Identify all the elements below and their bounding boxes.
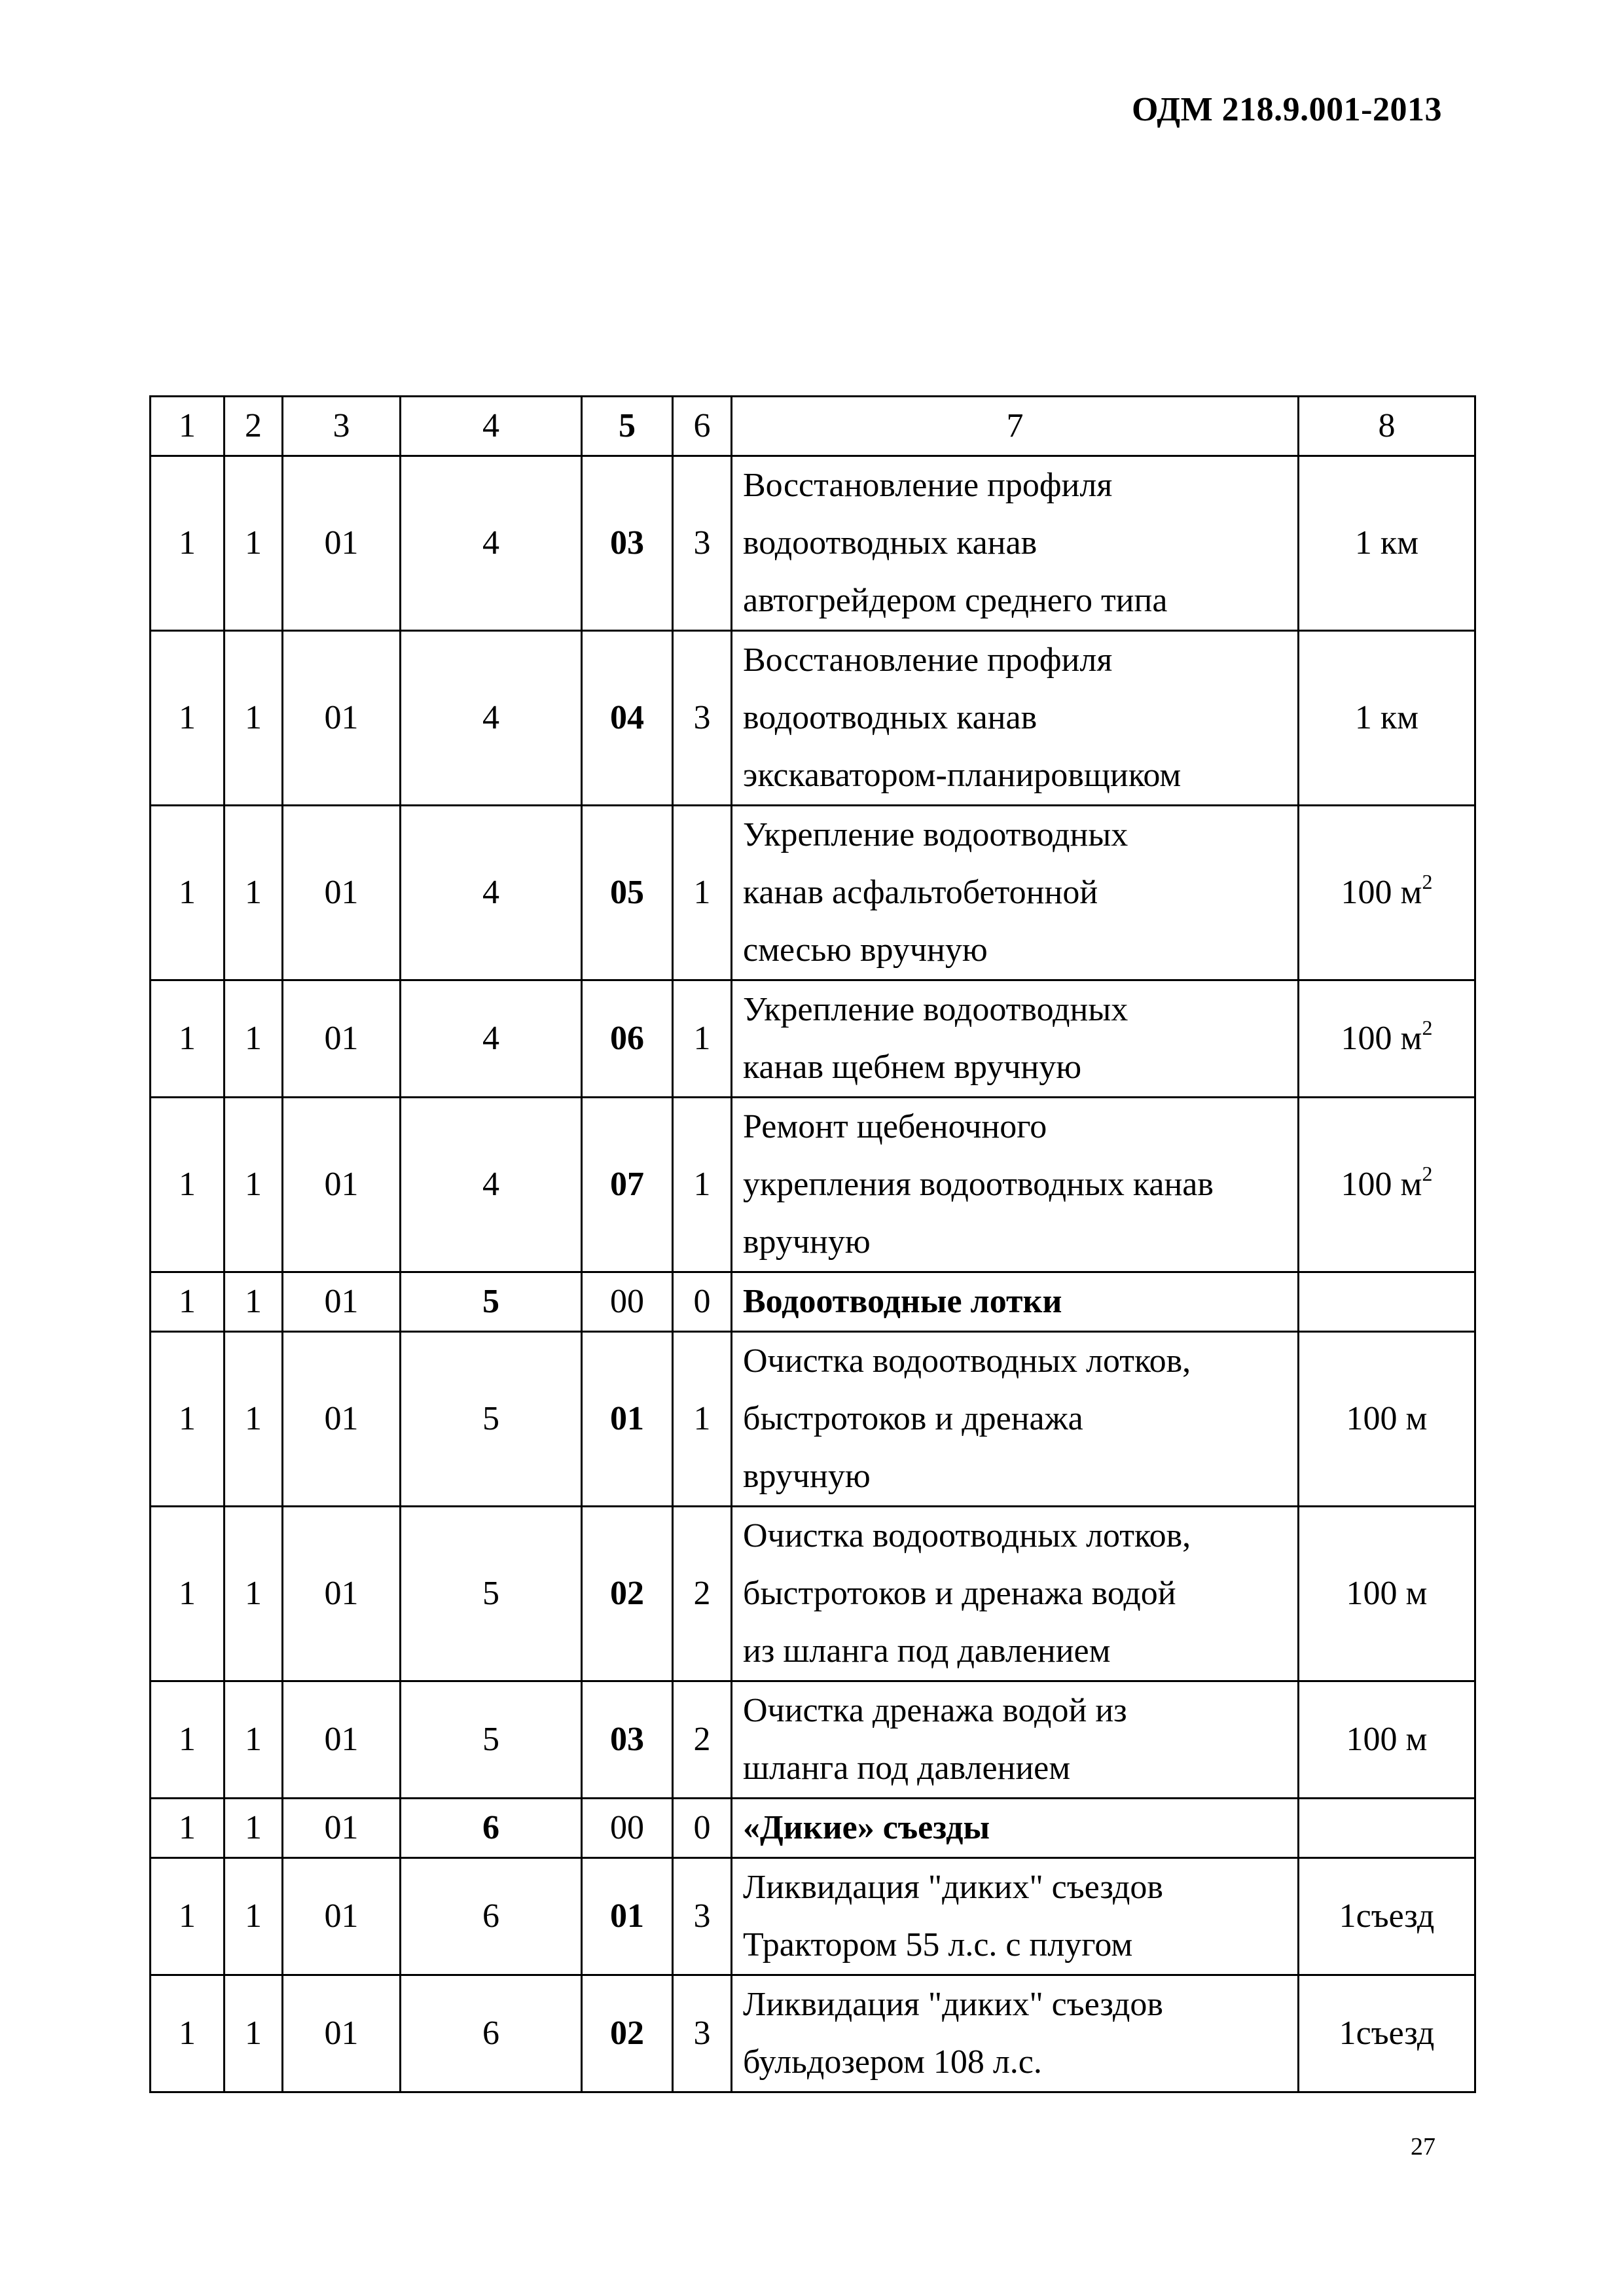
description-line: канав асфальтобетонной: [743, 874, 1098, 911]
unit-of-measure: [1299, 980, 1475, 1098]
code-part-6: 0: [673, 1272, 732, 1332]
code-part-2: 1: [225, 1681, 283, 1799]
code-part-4: 4: [401, 456, 582, 631]
description-line: экскаватором-планировщиком: [743, 757, 1182, 794]
unit-of-measure: [1299, 456, 1475, 631]
code-part-5: 06: [582, 980, 673, 1098]
unit-of-measure: [1299, 1507, 1475, 1681]
description-line: из шланга под давлением: [743, 1632, 1111, 1670]
code-part-1: 1: [151, 1975, 225, 2092]
table-row: [151, 1975, 1475, 2092]
description-line: вручную: [743, 1458, 871, 1495]
code-part-1: 1: [151, 1681, 225, 1799]
code-part-1: 1: [151, 1799, 225, 1858]
description-line: шланга под давлением: [743, 1749, 1071, 1787]
code-part-2: 1: [225, 1858, 283, 1975]
code-part-4: 4: [401, 806, 582, 980]
code-part-6: 1: [673, 1098, 732, 1272]
code-part-4: 5: [401, 1507, 582, 1681]
code-part-5: 02: [582, 1975, 673, 2092]
work-description: [732, 1507, 1299, 1681]
code-part-5: 00: [582, 1799, 673, 1858]
code-part-2: 1: [225, 980, 283, 1098]
column-number: 5: [582, 397, 673, 456]
unit-text: 100 м: [1341, 1166, 1422, 1203]
description-line: быстротоков и дренажа: [743, 1400, 1083, 1437]
work-description: [732, 1332, 1299, 1507]
unit-of-measure: [1299, 1098, 1475, 1272]
unit-of-measure: [1299, 631, 1475, 806]
unit-of-measure: [1299, 806, 1475, 980]
code-part-1: 1: [151, 1272, 225, 1332]
code-part-3: 01: [283, 1098, 401, 1272]
document-code: ОДМ 218.9.001-2013: [1131, 91, 1442, 128]
description-line: вручную: [743, 1223, 871, 1261]
work-description: [732, 806, 1299, 980]
code-part-5: 07: [582, 1098, 673, 1272]
code-part-6: 1: [673, 1332, 732, 1507]
unit-text: 1съезд: [1339, 1897, 1435, 1935]
description-line: Ремонт щебеночного: [743, 1108, 1047, 1145]
code-part-3: 01: [283, 1799, 401, 1858]
table-body: [151, 397, 1475, 2092]
code-part-3: 01: [283, 806, 401, 980]
code-part-1: 1: [151, 980, 225, 1098]
column-number: 4: [401, 397, 582, 456]
description-line: Ликвидация "диких" съездов: [743, 1869, 1163, 1906]
code-part-2: 1: [225, 1098, 283, 1272]
code-part-6: 0: [673, 1799, 732, 1858]
code-part-6: 2: [673, 1507, 732, 1681]
unit-text: 100 м: [1341, 1020, 1422, 1057]
code-part-2: 1: [225, 1975, 283, 2092]
code-part-6: 3: [673, 456, 732, 631]
description-line: Ликвидация "диких" съездов: [743, 1986, 1163, 2023]
work-description: [732, 1858, 1299, 1975]
code-part-4: 4: [401, 1098, 582, 1272]
work-codes-table: [149, 395, 1476, 2093]
code-part-4: 6: [401, 1858, 582, 1975]
code-part-3: 01: [283, 1332, 401, 1507]
code-part-1: 1: [151, 456, 225, 631]
code-part-1: 1: [151, 806, 225, 980]
work-description: [732, 1272, 1299, 1332]
work-description: [732, 1975, 1299, 2092]
code-part-5: 03: [582, 1681, 673, 1799]
table-row: [151, 1681, 1475, 1799]
unit-superscript: 2: [1422, 869, 1433, 893]
unit-of-measure: [1299, 1272, 1475, 1332]
description-line: Восстановление профиля: [743, 467, 1113, 504]
column-number: 8: [1299, 397, 1475, 456]
code-part-1: 1: [151, 1098, 225, 1272]
description-line: канав щебнем вручную: [743, 1049, 1082, 1086]
unit-text: 1 км: [1354, 699, 1419, 736]
work-description: [732, 1098, 1299, 1272]
code-part-5: 05: [582, 806, 673, 980]
code-part-4: 5: [401, 1272, 582, 1332]
code-part-5: 04: [582, 631, 673, 806]
description-line: Укрепление водоотводных: [743, 816, 1128, 853]
code-part-1: 1: [151, 1858, 225, 1975]
code-part-2: 1: [225, 456, 283, 631]
unit-of-measure: [1299, 1975, 1475, 2092]
code-part-5: 00: [582, 1272, 673, 1332]
table-row: [151, 1272, 1475, 1332]
table-row: [151, 1799, 1475, 1858]
code-part-5: 01: [582, 1858, 673, 1975]
code-part-2: 1: [225, 1332, 283, 1507]
code-part-1: 1: [151, 1332, 225, 1507]
code-part-2: 1: [225, 1272, 283, 1332]
code-part-6: 1: [673, 980, 732, 1098]
code-part-4: 5: [401, 1332, 582, 1507]
code-part-3: 01: [283, 456, 401, 631]
code-part-4: 6: [401, 1975, 582, 2092]
column-number-row: [151, 397, 1475, 456]
description-line: Очистка водоотводных лотков,: [743, 1517, 1191, 1554]
work-description: [732, 456, 1299, 631]
code-part-6: 3: [673, 631, 732, 806]
page-number: 27: [1411, 2133, 1435, 2161]
table-row: [151, 631, 1475, 806]
unit-of-measure: [1299, 1681, 1475, 1799]
table-row: [151, 806, 1475, 980]
code-part-4: 5: [401, 1681, 582, 1799]
table-row: [151, 1507, 1475, 1681]
unit-of-measure: [1299, 1858, 1475, 1975]
code-part-6: 1: [673, 806, 732, 980]
unit-of-measure: [1299, 1799, 1475, 1858]
code-part-6: 3: [673, 1858, 732, 1975]
code-part-4: 4: [401, 631, 582, 806]
description-line: бульдозером 108 л.с.: [743, 2043, 1042, 2081]
column-number: 7: [732, 397, 1299, 456]
work-description: [732, 631, 1299, 806]
table-row: [151, 456, 1475, 631]
code-part-2: 1: [225, 1799, 283, 1858]
description-line: Трактором 55 л.с. с плугом: [743, 1926, 1133, 1964]
unit-text: 100 м: [1346, 1400, 1428, 1437]
code-part-6: 3: [673, 1975, 732, 2092]
description-line: водоотводных канав: [743, 699, 1038, 736]
code-part-4: 6: [401, 1799, 582, 1858]
unit-superscript: 2: [1422, 1161, 1433, 1185]
code-part-2: 1: [225, 631, 283, 806]
work-description: [732, 1681, 1299, 1799]
unit-text: 1 км: [1354, 524, 1419, 562]
unit-text: 100 м: [1346, 1721, 1428, 1758]
unit-text: 100 м: [1341, 874, 1422, 911]
table-row: [151, 1098, 1475, 1272]
code-part-3: 01: [283, 1507, 401, 1681]
description-line: быстротоков и дренажа водой: [743, 1575, 1176, 1612]
description-line: Очистка водоотводных лотков,: [743, 1342, 1191, 1380]
unit-of-measure: [1299, 1332, 1475, 1507]
description-line: водоотводных канав: [743, 524, 1038, 562]
description-line: укрепления водоотводных канав: [743, 1166, 1214, 1203]
column-number: 6: [673, 397, 732, 456]
table-row: [151, 980, 1475, 1098]
code-part-5: 03: [582, 456, 673, 631]
description-line: Водоотводные лотки: [743, 1283, 1062, 1320]
description-line: автогрейдером среднего типа: [743, 582, 1168, 619]
unit-text: 100 м: [1346, 1575, 1428, 1612]
code-part-3: 01: [283, 1681, 401, 1799]
unit-superscript: 2: [1422, 1015, 1433, 1039]
work-description: [732, 980, 1299, 1098]
code-part-4: 4: [401, 980, 582, 1098]
code-part-3: 01: [283, 1858, 401, 1975]
code-part-3: 01: [283, 1975, 401, 2092]
code-part-5: 01: [582, 1332, 673, 1507]
code-part-1: 1: [151, 631, 225, 806]
description-line: смесью вручную: [743, 931, 988, 969]
code-part-1: 1: [151, 1507, 225, 1681]
column-number: 3: [283, 397, 401, 456]
column-number: 1: [151, 397, 225, 456]
code-part-2: 1: [225, 1507, 283, 1681]
description-line: Восстановление профиля: [743, 641, 1113, 679]
work-description: [732, 1799, 1299, 1858]
code-part-3: 01: [283, 631, 401, 806]
description-line: Укрепление водоотводных: [743, 991, 1128, 1028]
code-part-3: 01: [283, 1272, 401, 1332]
code-part-2: 1: [225, 806, 283, 980]
table-row: [151, 1858, 1475, 1975]
table-row: [151, 1332, 1475, 1507]
code-part-5: 02: [582, 1507, 673, 1681]
description-line: Очистка дренажа водой из: [743, 1692, 1127, 1729]
code-part-3: 01: [283, 980, 401, 1098]
column-number: 2: [225, 397, 283, 456]
unit-text: 1съезд: [1339, 2015, 1435, 2052]
description-line: «Дикие» съезды: [743, 1809, 990, 1846]
code-part-6: 2: [673, 1681, 732, 1799]
